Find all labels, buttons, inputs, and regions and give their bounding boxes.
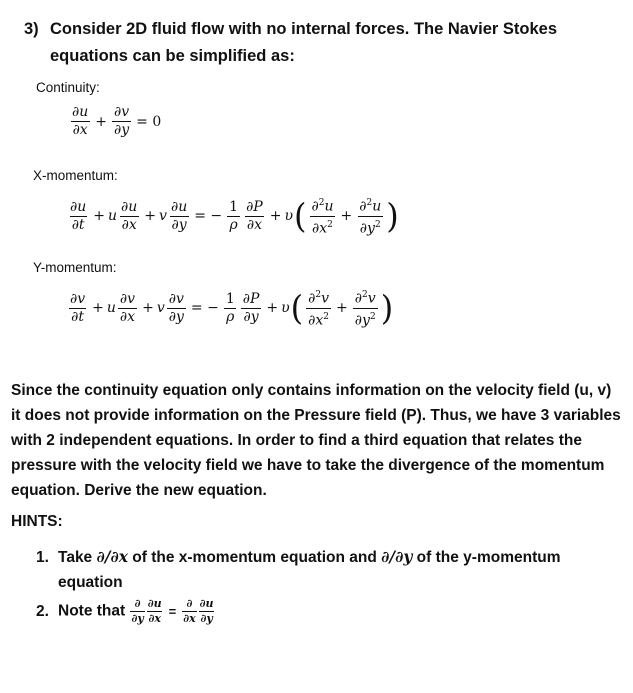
question-line2: equations can be simplified as: [50, 47, 295, 65]
partial-x-operator: ∂/∂x [96, 547, 128, 566]
hint-index: 2. [36, 602, 49, 620]
continuity-label: Continuity: [36, 80, 100, 95]
question-title [24, 16, 614, 70]
y-momentum-equation: $\frac{\partial v}{\partial t}$ + u $\frac{\partial v}{\partial x}$ + v $\frac{\partial v}{\partial y}$ = − $\frac{1}{\rho}$ $\frac{\partial P}{\partial y}$ + υ ( $\frac{\partial^2v}{\partial x^2}$ + $\frac{\partial^2v}{\partial y^2}$ ) [70, 288, 394, 329]
y-momentum-label: Y-momentum: [33, 260, 117, 275]
continuity-equation: $\frac{\partial u}{\partial x}$ + $\frac{\partial v}{\partial y}$ = 0 [72, 104, 162, 138]
mixed-partial-identity: ∂ ∂y $\frac{\partial u}{\partial x}$ = ∂ ∂x ∂u ∂y [131, 597, 214, 625]
hint-item-2: 2. Note that ∂ ∂y $\frac{\partial u}{\partial x}$ = ∂ ∂x ∂u ∂y [36, 597, 214, 625]
hints-heading: HINTS: [11, 513, 63, 530]
problem-paragraph: Since the continuity equation only contains information on the velocity field (u, v) it does not provide information on the Pressure field (P). Thus, we have 3 variables with 2 independent equations. In order to find a third equation that relates the pressure with the velocity field we have to take the divergence of the momentum equation. Derive the new equation. [11, 382, 621, 499]
x-momentum-equation: $\frac{\partial u}{\partial t}$ + u $\frac{\partial u}{\partial x}$ + v $\frac{\partial u}{\partial y}$ = − $\frac{1}{\rho}$ $\frac{\partial P}{\partial x}$ + υ ( $\frac{\partial^2u}{\partial x^2}$ + $\frac{\partial^2u}{\partial y^2}$ ) [70, 196, 399, 237]
hint-index: 1. [36, 549, 49, 566]
hint-item-1: 1. Take ∂/∂x of the x-momentum equation and ∂/∂y of the y-momentum equation [36, 547, 561, 591]
partial-y-operator: ∂/∂y [381, 547, 413, 566]
question-number: 3) [24, 20, 39, 38]
x-momentum-label: X-momentum: [33, 168, 118, 183]
question-line1: Consider 2D fluid flow with no internal forces. The Navier Stokes [50, 20, 558, 38]
